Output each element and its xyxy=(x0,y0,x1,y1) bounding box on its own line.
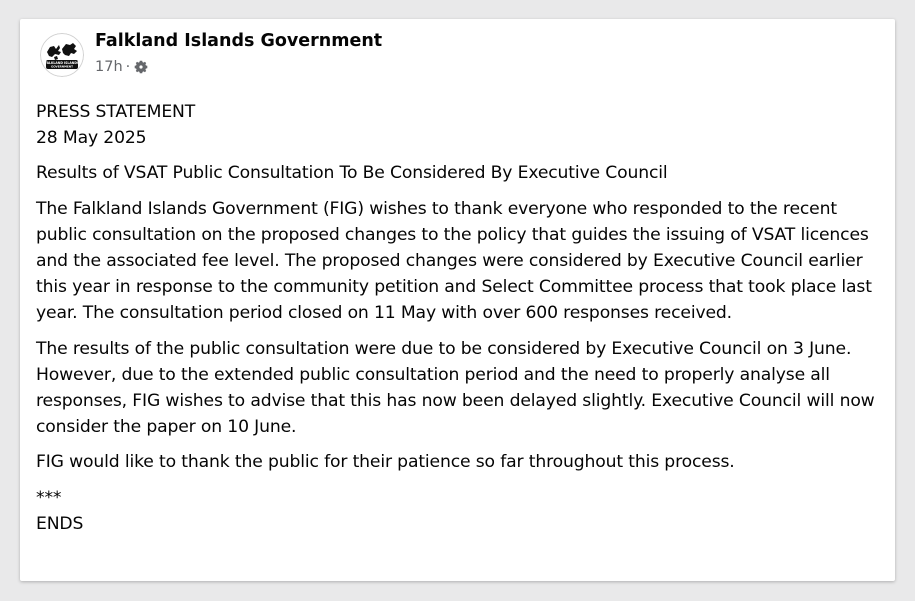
gear-icon[interactable] xyxy=(133,59,149,75)
svg-text:GOVERNMENT: GOVERNMENT xyxy=(50,64,74,69)
post-meta xyxy=(95,58,149,75)
post-card xyxy=(20,19,895,581)
body-paragraph-2: The results of the public consultation were due to be considered by Executive Council on 3 June. However, due to the extended public consultation period and the need to properly analyse all responses, FIG wishes to advise that this has now been delayed slightly. Executive Council will now consider the paper on 10 June. xyxy=(36,338,875,438)
post-body xyxy=(36,99,881,537)
press-statement-heading: PRESS STATEMENT xyxy=(36,102,196,122)
falkland-islands-government-logo-icon xyxy=(40,33,84,77)
body-paragraph-1: The Falkland Islands Government (FIG) wishes to thank everyone who responded to the recent public consultation on the proposed changes to the policy that guides the issuing of VSAT licences and the associated fee level. The proposed changes were considered by Executive Council earlier this year in response to the community petition and Select Committee process that took place last year. The consultation period closed on 11 May with over 600 responses received. xyxy=(36,198,872,324)
post-heading-block xyxy=(36,99,881,151)
post-timestamp[interactable]: 17h xyxy=(95,58,123,75)
press-statement-title: Results of VSAT Public Consultation To Be Considered By Executive Council xyxy=(36,163,668,184)
avatar[interactable] xyxy=(40,33,84,77)
svg-text:FALKLAND ISLANDS: FALKLAND ISLANDS xyxy=(44,61,80,65)
press-statement-date: 28 May 2025 xyxy=(36,128,147,149)
post-footer xyxy=(36,485,881,537)
footer-stars: *** xyxy=(36,487,62,508)
body-paragraph-3: FIG would like to thank the public for their patience so far throughout this process. xyxy=(36,452,735,473)
meta-separator: · xyxy=(125,58,131,75)
footer-ends: ENDS xyxy=(36,513,84,534)
page-name-link[interactable]: Falkland Islands Government xyxy=(95,31,383,51)
